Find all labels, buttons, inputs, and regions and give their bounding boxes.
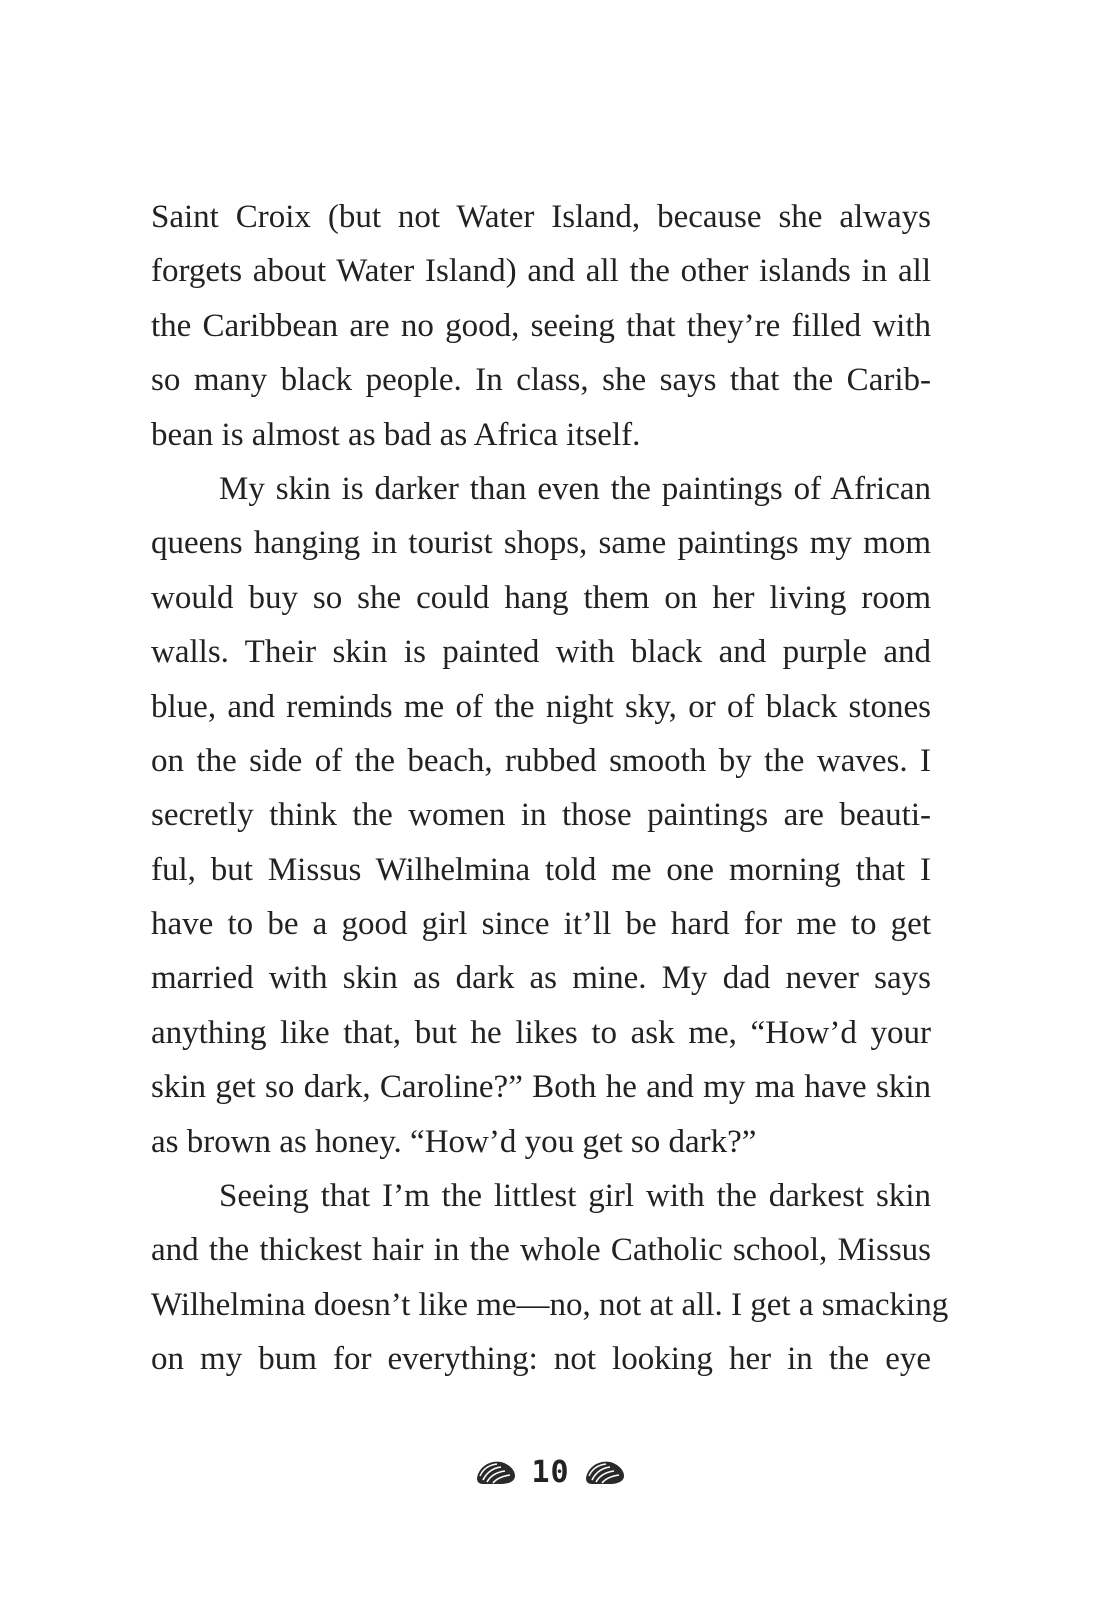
- text-line: and the thickest hair in the whole Catholic school, Missus: [151, 1232, 931, 1269]
- text-line: on the side of the beach, rubbed smooth by the waves. I: [151, 742, 931, 779]
- text-line: walls. Their skin is painted with black and purple and: [151, 634, 931, 671]
- text-line: My skin is darker than even the paintings of African: [219, 470, 931, 507]
- text-line: ful, but Missus Wilhelmina told me one morning that I: [151, 851, 931, 888]
- text-line: as brown as honey. “How’d you get so dark?”: [151, 1123, 757, 1160]
- shell-icon: [584, 1458, 626, 1486]
- text-line: blue, and reminds me of the night sky, or of black stones: [151, 688, 931, 725]
- text-line: forgets about Water Island) and all the other islands in all: [151, 253, 931, 290]
- text-line: secretly think the women in those paintings are beauti-: [151, 797, 931, 834]
- text-line: so many black people. In class, she says that the Carib-: [151, 362, 931, 399]
- text-line: would buy so she could hang them on her living room: [151, 579, 931, 616]
- page-number: 10: [531, 1454, 570, 1490]
- text-line: skin get so dark, Caroline?” Both he and my ma have skin: [151, 1069, 931, 1106]
- text-line: Seeing that I’m the littlest girl with the darkest skin: [219, 1178, 931, 1215]
- text-line: married with skin as dark as mine. My dad never says: [151, 960, 931, 997]
- text-line: have to be a good girl since it’ll be hard for me to get: [151, 906, 931, 943]
- body-text: [151, 190, 949, 1387]
- text-line: Wilhelmina doesn’t like me—no, not at all. I get a smacking: [151, 1286, 949, 1323]
- text-line: anything like that, but he likes to ask me, “How’d your: [151, 1014, 931, 1051]
- text-line: the Caribbean are no good, seeing that they’re filled with: [151, 307, 931, 344]
- text-line: bean is almost as bad as Africa itself.: [151, 416, 641, 453]
- text-line: on my bum for everything: not looking her in the eye: [151, 1341, 931, 1378]
- shell-icon: [475, 1458, 517, 1486]
- text-line: Saint Croix (but not Water Island, because she always: [151, 199, 931, 235]
- page-footer: [0, 1452, 1101, 1492]
- text-line: queens hanging in tourist shops, same paintings my mom: [151, 525, 931, 562]
